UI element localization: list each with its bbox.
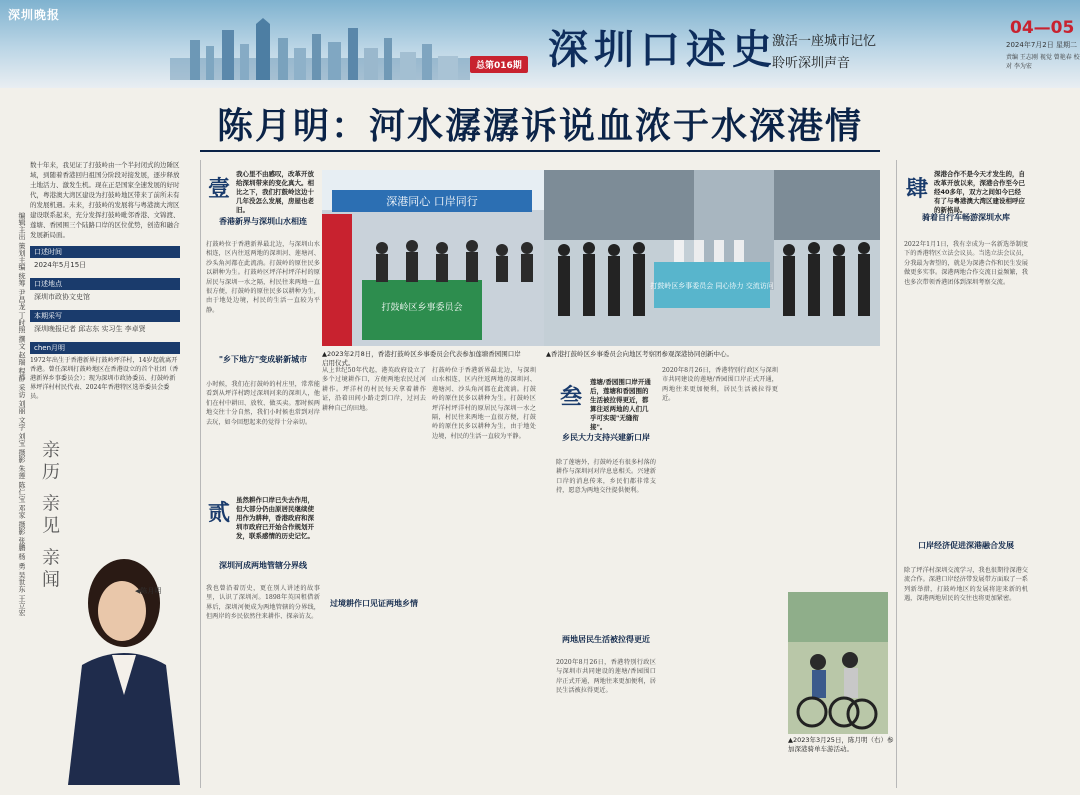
- photo-2-caption: ▲香港打鼓岭区乡事委员会向地区考察团参观深港协同创新中心。: [546, 350, 733, 358]
- event-photo-2: [544, 170, 880, 346]
- interviewee-bio: 1972年出生于香港新界打鼓岭坪洋村，14岁起就离开香港。曾任深圳打鼓岭地区在香港设立的首个社团（香港新界乡事委员会）；现为深圳市政协委员、打鼓岭新界坪洋村村民代表、2024年香港特区选举委员会委员。: [30, 357, 179, 400]
- issue-badge: 总第016期: [470, 56, 528, 73]
- section-4-body-1: 2022年1月1日，我有幸成为一名新选举制度下的香港特区立法会议员。当选立法会议员，分我最为奢望的，就是为深港合作和民生发展做更多实事。深港两地合作交流日益频繁，我也多次带领香港团体到深圳考察交流。: [904, 241, 1028, 286]
- section-number-4: 肆: [905, 176, 928, 202]
- section-1-subhead-1: 香港新界与深圳山水相连: [219, 217, 307, 226]
- middle-body-column-2: 打鼓岭位于香港新界最北边，与深圳山水相连，区内往返两地的深圳河、莲塘河、沙头角河都在此流淌。打鼓岭的原住民多以耕种为生。打鼓岭区坪洋村坪洋村的原居民与深圳一水之隔，村民往来两地一直很方便，打鼓岭的原住民多以耕种为生，由于地处边境，村民的生活一直较为平静。: [432, 367, 536, 440]
- section-1-intro: 我心里不由感叹，改革开放给深圳带来的变化真大。相比之下，我们打鼓岭这边十几年没怎么发展，房屋也老旧。: [236, 170, 314, 214]
- headline-divider: [200, 150, 880, 152]
- photo-1-banner-text: 深港同心 口岸同行: [386, 195, 478, 208]
- section-1-body-1: 打鼓岭位于香港新界最北边，与深圳山水相连，区内往返两地的深圳河、莲塘河、沙头角河都在此流淌。打鼓岭的原住民多以耕种为生。打鼓岭区坪洋村坪洋村的原居民与深圳一水之隔，村民往来两地一直很方便，打鼓岭的原住民多以耕种为生，由于地处边境，村民的生活一直较为平静。: [206, 241, 320, 314]
- section-4-intro: 深港合作不是今天才发生的，自改革开放以来，深港合作至今已经40多年，双方之间如今已经有了与粤港澳大湾区建设相呼应的新格局。: [934, 170, 1025, 214]
- section-3-body-1: 除了莲塘外，打鼓岭还有很多村落的耕作与深圳河对岸息息相关。兴建新口岸的消息传来，乡民们都非常支持，愿意为两地交往提供便利。: [556, 459, 656, 495]
- column-brand-title: 深圳口述史: [548, 26, 778, 73]
- team-label: 本期采写: [30, 310, 180, 322]
- interview-place: 深圳市政协文史馆: [34, 293, 90, 301]
- masthead-banner: [0, 0, 1080, 88]
- event-photo-1: [322, 170, 544, 346]
- section-1-subhead-2: "乡下地方"变成崭新城市: [218, 355, 308, 364]
- bike-photo: [788, 592, 888, 734]
- bio-label: chen月明: [30, 342, 180, 354]
- reporting-team: 深圳晚报记者 邱志东 实习生 李卓贤: [34, 325, 146, 333]
- column-divider: [200, 160, 201, 788]
- left-sidebar: [30, 160, 180, 428]
- body-column-5: 2020年8月26日，香港特别行政区与深圳市共同建设的莲塘/香园围口岸正式开通，两地往来更加便利，居民生活被拉得更近。: [662, 367, 778, 403]
- date-label: 口述时间: [30, 246, 180, 258]
- section-3-subhead-2: 两地居民生活被拉得更近: [562, 635, 650, 644]
- section-3-subhead-1: 乡民大力支持兴建新口岸: [562, 433, 650, 442]
- photo-1-caption: ▲2023年2月8日，香港打鼓岭区乡事委员会代表参加莲塘香园围口岸启用仪式。: [322, 350, 521, 367]
- calligraphy-motto: 亲历 亲见 亲闻: [39, 440, 60, 592]
- editor-credits: 责编 王志刚 视觉 曾艳春 校对 李为宏: [1006, 54, 1080, 70]
- paper-name: 深圳晚报: [8, 8, 61, 22]
- article-headline: 陈月明：河水潺潺诉说血浓于水深港情: [216, 106, 863, 147]
- section-2-intro: 虽然耕作口岸已失去作用，但大部分仍由原居民继续使用作为耕种，香港政府和深圳市政府已开始合作规划开发，联系感情的历史记忆。: [236, 496, 314, 540]
- publication-date: 2024年7月2日 星期二: [1006, 41, 1077, 49]
- photo-1-banner-text-2: 打鼓岭区乡事委员会: [381, 303, 463, 313]
- portrait-photo: [62, 545, 187, 785]
- section-4-subhead-1: 骑着自行车畅游深圳水库: [922, 213, 1010, 222]
- section-2-subhead-1: 深圳河成两地管辖分界线: [219, 561, 307, 570]
- photo-2-banner-text: 打鼓岭区乡事委员会 同心协力 交流访问: [650, 282, 774, 290]
- column-divider: [896, 160, 897, 788]
- article-intro: 数十年来，我见证了打鼓岭由一个半封闭式的边陲区域，到随着香港回归祖国分阶段对接发展，逐步释放土地活力、激发生机。现在正是国家全速发展的好时代，粤港澳大湾区建设为打鼓岭地区带来了前所未有的发展机遇。未来，打鼓岭的发展将与粤港澳大湾区建设联系起来，充分发挥打鼓岭毗邻香港、文锦渡、莲塘、香园围三个陆路口岸的区位优势，创造和融合发展新局面。: [30, 161, 180, 239]
- slogan-line-2: 聆听深圳声音: [772, 56, 851, 71]
- section-3-intro: 莲塘/香园围口岸开通后，莲塘和香园围的生活被拉得更近，都算往返两地的人们几乎可实现"无缝衔接"。: [590, 378, 651, 431]
- middle-body-column-1: 从上世纪50年代起，港英政府设立了多个过境耕作口，方便两地农民过河耕作。坪洋村的村民每天拿着耕作证，沿着田间小路走到口岸，过河去耕种自己的田地。: [322, 367, 426, 412]
- interview-date: 2024年5月15日: [34, 261, 87, 269]
- section-2-body-1: 我也曾沿着历史，更在别人讲述的故事里，认识了深圳河。1898年英国租借新界后，深圳河便成为两地管辖的分界线，但两岸的乡民依然往来耕作、探亲访友。: [206, 585, 320, 621]
- section-2-subhead-2: 过境耕作口见证两地乡情: [330, 599, 418, 608]
- section-3-body-2: 2020年8月26日，香港特别行政区与深圳市共同建设的莲塘/香园围口岸正式开通，两地往来更加便利，居民生活被拉得更近。: [556, 659, 656, 695]
- section-1-body-2: 小时候，我们在打鼓岭的村庄里，常常能看到从坪洋村跨过深圳河来的深圳人，他们在村中耕田、放牧、做买卖。那时候两地交往十分自然，我们小时候也常到对岸去玩，如今回想起来仍觉得十分亲切。: [206, 381, 320, 426]
- section-4-body-2: 除了坪洋村深圳交流学习，我也很期待深港交流合作。深港口岸经济带发展带方面取了一系列新举措，打鼓岭地区的发展将迎来新的机遇，深港两地居民的交往也将更加紧密。: [904, 567, 1028, 603]
- place-label: 口述地点: [30, 278, 180, 290]
- section-number-2: 贰: [207, 500, 230, 526]
- staff-credits: 编辑主出 策划主编 统筹 尹昌龙 丁时照 撰文 赵瑞 程静 采访 刘丽 文字 刘宝 摄影 朱莲 陈仁宝 邓家 摄影 张鹏 杨 勇 吴世东 王立宏: [18, 212, 26, 616]
- slogan-line-1: 激活一座城市记忆: [772, 34, 877, 49]
- city-skyline-graphic: [170, 18, 470, 80]
- page-numbers: 04—05: [1010, 18, 1075, 38]
- section-4-subhead-2: 口岸经济促进深港融合发展: [918, 541, 1014, 550]
- photo-3-caption: ▲2023年3月25日，陈月明（右）参加深港骑单车游活动。: [788, 736, 894, 753]
- section-number-1: 壹: [207, 176, 230, 202]
- portrait-caption: ◀陈月明: [135, 587, 162, 595]
- section-number-3: 叁: [559, 384, 582, 410]
